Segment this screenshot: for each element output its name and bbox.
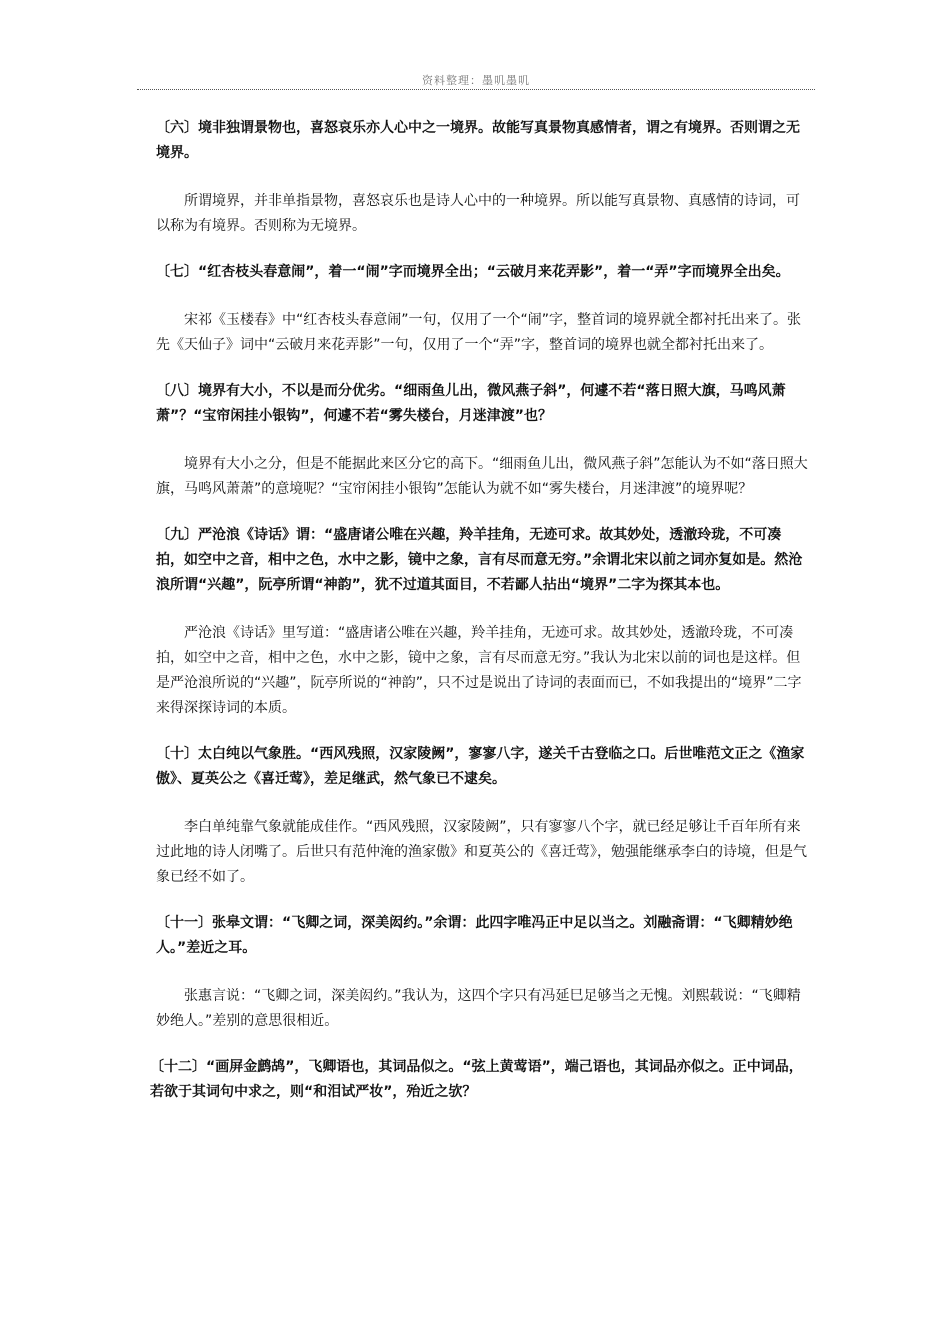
section-heading-8: 〔八〕境界有大小，不以是而分优劣。“细雨鱼儿出，微风燕子斜”，何遽不若“落日照大旗，马鸣风萧萧”？“宝帘闲挂小银钩”，何遽不若“雾失楼台，月迷津渡”也？ (156, 383, 786, 424)
section-heading-7: 〔七〕“红杏枝头春意闹”，着一“闹”字而境界全出；“云破月来花弄影”，着一“弄”字而境界全出矣。 (156, 264, 790, 280)
header-divider (137, 89, 815, 90)
section-explanation-11: 张惠言说：“飞卿之词，深美闳约。”我认为，这四个字只有冯延巳足够当之无愧。刘熙载说：“飞卿精妙绝人。”差别的意思很相近。 (156, 988, 801, 1029)
document-body (150, 116, 808, 1105)
section-heading-12: 〔十二〕“画屏金鹧鸪”，飞卿语也，其词品似之。“弦上黄莺语”，端己语也，其词品亦似之。正中词品，若欲于其词句中求之，则“和泪试严妆”，殆近之欤？ (150, 1059, 803, 1100)
section-heading-10: 〔十〕太白纯以气象胜。“西风残照，汉家陵阙”，寥寥八字，遂关千古登临之口。后世唯范文正之《渔家傲》、夏英公之《喜迁莺》，差足继武，然气象已不逮矣。 (156, 746, 805, 787)
section-heading-9: 〔九〕严沧浪《诗话》谓：“盛唐诸公唯在兴趣，羚羊挂角，无迹可求。故其妙处，透澈玲珑，不可凑拍，如空中之音，相中之色，水中之影，镜中之象，言有尽而意无穷。”余谓北宋以前之词亦复如是。然沧浪所谓“兴趣”，阮亭所谓“神韵”，犹不过道其面目，不若鄙人拈出“境界”二字为探其本也。 (156, 527, 803, 593)
page-header: 资料整理：墨叽墨叽 (422, 74, 530, 87)
section-heading-11: 〔十一〕张皋文谓：“飞卿之词，深美闳约。”余谓：此四字唯冯正中足以当之。刘融斋谓：“飞卿精妙绝人。”差近之耳。 (156, 915, 793, 956)
section-explanation-7: 宋祁《玉楼春》中“红杏枝头春意闹”一句，仅用了一个“闹”字，整首词的境界就全都衬托出来了。张先《天仙子》词中“云破月来花弄影”一句，仅用了一个“弄”字，整首词的境界也就全都衬托出来了。 (156, 312, 802, 353)
section-explanation-10: 李白单纯靠气象就能成佳作。“西风残照，汉家陵阙”，只有寥寥八个字，就已经足够让千百年所有来过此地的诗人闭嘴了。后世只有范仲淹的渔家傲》和夏英公的《喜迁莺》，勉强能继承李白的诗境，但是气象已经不如了。 (156, 819, 807, 885)
section-explanation-9: 严沧浪《诗话》里写道：“盛唐诸公唯在兴趣，羚羊挂角，无迹可求。故其妙处，透澈玲珑，不可凑拍，如空中之音，相中之色，水中之影，镜中之象，言有尽而意无穷。”我认为北宋以前的词也是这样。但是严沧浪所说的“兴趣”，阮亭所说的“神韵”，只不过是说出了诗词的表面而已，不如我提出的“境界”二字来得深探诗词的本质。 (156, 625, 802, 716)
section-explanation-6: 所谓境界，并非单指景物，喜怒哀乐也是诗人心中的一种境界。所以能写真景物、真感情的诗词，可以称为有境界。否则称为无境界。 (156, 193, 800, 234)
section-heading-6: 〔六〕境非独谓景物也，喜怒哀乐亦人心中之一境界。故能写真景物真感情者，谓之有境界。否则谓之无境界。 (156, 120, 800, 161)
section-explanation-8: 境界有大小之分，但是不能据此来区分它的高下。“细雨鱼儿出，微风燕子斜”怎能认为不如“落日照大旗，马鸣风萧萧”的意境呢？“宝帘闲挂小银钩”怎能认为就不如“雾失楼台，月迷津渡”的境界呢？ (156, 456, 808, 497)
